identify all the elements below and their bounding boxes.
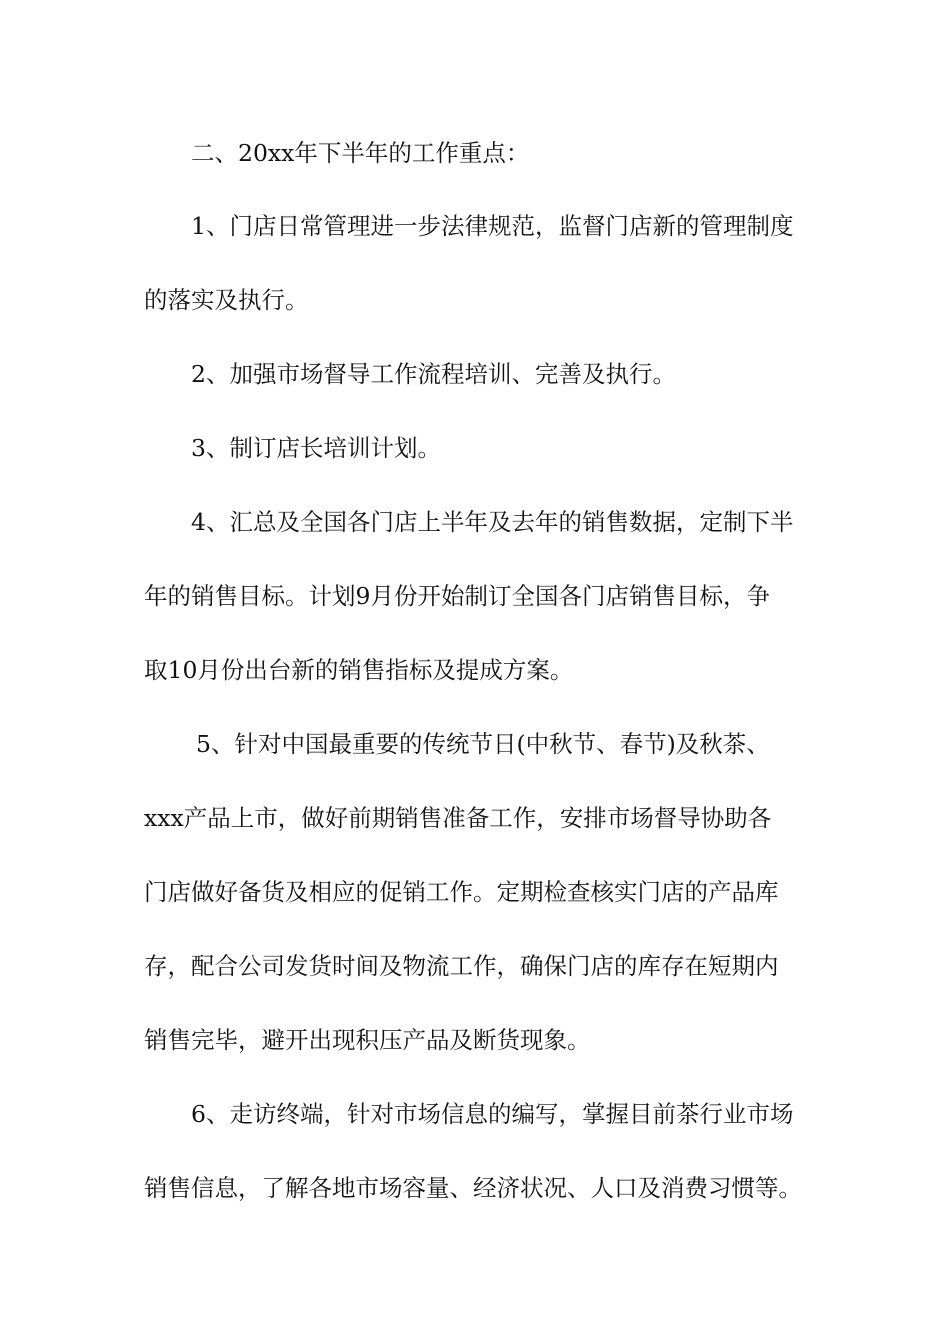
paragraph-line: 取10月份出台新的销售指标及提成方案。 [144,656,574,684]
paragraph-line: 5、针对中国最重要的传统节日(中秋节、春节)及秋茶、 [196,730,770,758]
paragraph-line: 存，配合公司发货时间及物流工作，确保门店的库存在短期内 [144,952,779,980]
paragraph-line: 3、制订店长培训计划。 [191,434,441,462]
paragraph-line: xxx产品上市，做好前期销售准备工作，安排市场督导协助各 [144,804,772,832]
paragraph-line: 1、门店日常管理进一步法律规范，监督门店新的管理制度 [191,212,794,240]
paragraph-line: 6、走访终端，针对市场信息的编写，掌握目前茶行业市场 [191,1100,794,1128]
section-heading: 二、20xx年下半年的工作重点： [191,139,530,167]
paragraph-line: 门店做好备货及相应的促销工作。定期检查核实门店的产品库 [144,878,779,906]
paragraph-line: 4、汇总及全国各门店上半年及去年的销售数据，定制下半 [191,508,794,536]
paragraph-line: 2、加强市场督导工作流程培训、完善及执行。 [191,360,676,388]
paragraph-line: 销售完毕，避开出现积压产品及断货现象。 [144,1026,591,1054]
paragraph-line: 的落实及执行。 [144,286,309,314]
paragraph-line: 年的销售目标。计划9月份开始制订全国各门店销售目标，争 [144,582,770,610]
paragraph-line: 销售信息，了解各地市场容量、经济状况、人口及消费习惯等。 [144,1174,802,1202]
